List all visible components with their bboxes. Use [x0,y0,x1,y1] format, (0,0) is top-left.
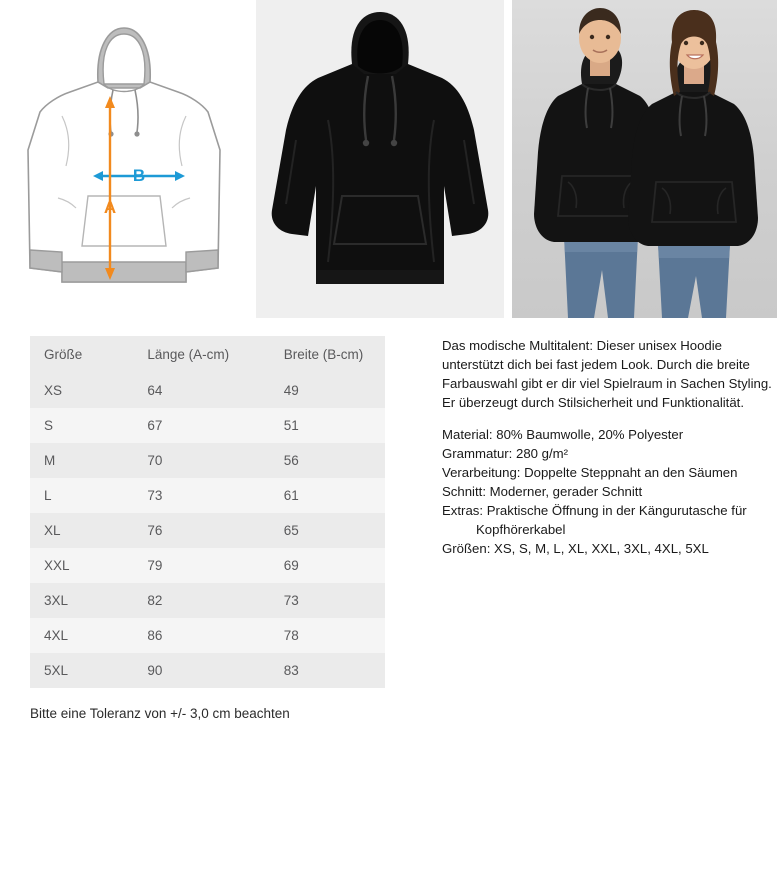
cell-size: XXL [30,548,133,583]
cell-length: 90 [133,653,269,688]
cell-width: 73 [270,583,385,618]
table-row [30,478,385,513]
table-header-row [30,336,385,373]
model-female [628,10,758,318]
size-table-wrap [30,336,415,688]
cell-width: 56 [270,443,385,478]
table-row [30,373,385,408]
cell-length: 76 [133,513,269,548]
table-row [30,408,385,443]
table-row [30,653,385,688]
table-row [30,443,385,478]
cell-size: 4XL [30,618,133,653]
cell-width: 65 [270,513,385,548]
cell-size: M [30,443,133,478]
cell-width: 49 [270,373,385,408]
cell-length: 79 [133,548,269,583]
cell-length: 86 [133,618,269,653]
cell-length: 64 [133,373,269,408]
cell-width: 78 [270,618,385,653]
black-hoodie-photo [256,0,504,318]
spec-cut: Schnitt: Moderner, gerader Schnitt [442,483,643,499]
table-header-width: Breite (B-cm) [270,336,385,373]
cell-width: 83 [270,653,385,688]
cell-length: 70 [133,443,269,478]
spec-material: Material: 80% Baumwolle, 20% Polyester [442,426,684,442]
cell-size: XL [30,513,133,548]
spec-sizes: Größen: XS, S, M, L, XL, XXL, 3XL, 4XL, 5XL [442,541,709,557]
table-row [30,513,385,548]
description-paragraph: Das modische Multitalent: Dieser unisex Hoodie unterstützt dich bei fast jedem Look. Durch die breite Farbauswahl gibt er dir viel Spielraum in Sachen Styling. Er überzeugt durch Stilsicherheit und Funktionalität. [442,338,772,411]
cell-width: 69 [270,548,385,583]
spec-weight: Grammatur: 280 g/m² [442,445,569,461]
cell-size: S [30,408,133,443]
details-section [0,336,777,688]
two-models-photo [512,0,777,318]
table-row [30,618,385,653]
hoodie-technical-drawing-panel [0,0,248,318]
tolerance-note: Bitte eine Toleranz von +/- 3,0 cm beachten [30,706,290,721]
cell-width: 61 [270,478,385,513]
models-photo-panel [512,0,777,318]
cell-length: 82 [133,583,269,618]
cell-size: XS [30,373,133,408]
product-description [442,336,772,688]
hoodie-technical-drawing-icon [0,0,248,318]
table-header-size: Größe [30,336,133,373]
measure-a-label: A [103,198,117,217]
product-image-row [0,0,777,318]
spec-extras-cont [442,520,772,539]
cell-length: 73 [133,478,269,513]
table-row [30,548,385,583]
cell-size: 5XL [30,653,133,688]
table-row [30,583,385,618]
cell-size: 3XL [30,583,133,618]
cell-width: 51 [270,408,385,443]
hoodie-product-photo-panel [256,0,504,318]
measure-b-label: B [132,166,146,185]
size-table [30,336,385,688]
table-header-length: Länge (A-cm) [133,336,269,373]
spec-processing: Verarbeitung: Doppelte Steppnaht an den Säumen [442,464,738,480]
cell-length: 67 [133,408,269,443]
spec-extras-cont-text: Kopfhörerkabel [476,522,566,538]
cell-size: L [30,478,133,513]
spec-extras: Extras: Praktische Öffnung in der Kängurutasche für [442,503,747,519]
spec-list [442,425,772,559]
